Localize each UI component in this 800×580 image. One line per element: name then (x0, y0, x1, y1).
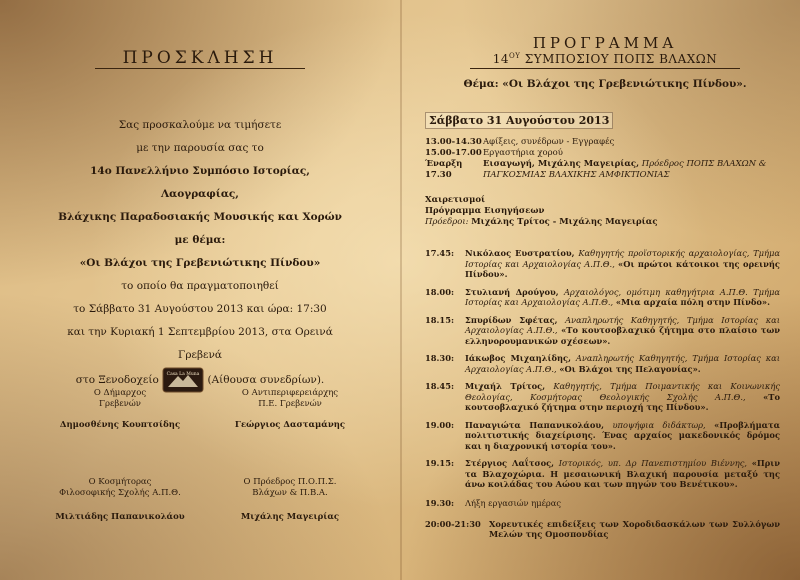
invitation-text (50, 114, 350, 393)
signatory-role: Ο Κοσμήτορας (88, 477, 152, 487)
talk-time: 18.15: (425, 314, 455, 325)
signatory-president (215, 477, 365, 523)
subtitle-text: ΣΥΜΠΟΣΙΟΥ ΠΟΠΣ ΒΛΑΧΩΝ (524, 52, 718, 66)
talk-item (425, 315, 780, 347)
signatory-deputy-governor (215, 388, 365, 431)
invitation-line: με την παρουσία σας το (136, 142, 264, 154)
talk-title: «Οι πρώτοι κάτοικοι της ορεινής Πίνδου». (465, 258, 780, 279)
talks-list (425, 248, 780, 497)
talk-speaker: Στέργιος Λαΐτσος, (465, 458, 555, 468)
schedule-row (425, 137, 780, 148)
talk-affiliation: Ιστορικός, υπ. Δρ Πανεπιστημίου Βιέννης, (558, 458, 747, 468)
subtitle-number: 14 (492, 52, 510, 66)
schedule-row (425, 148, 780, 159)
invitation-line: Σας προσκαλούμε να τιμήσετε (118, 119, 282, 131)
invitation-line: «Οι Βλάχοι της Γρεβενιώτικης Πίνδου» (79, 257, 321, 269)
dance-row (425, 519, 780, 540)
venue-prefix: στο Ξενοδοχείο (75, 374, 159, 386)
dance-time: 20:00-21:30 (425, 518, 481, 529)
talk-item (425, 458, 780, 490)
schedule-time: 15.00-17.00 (425, 148, 482, 158)
hotel-logo-text: Casa La Muna (166, 372, 200, 377)
schedule-text: Αφίξεις, συνέδρων - Εγγραφές (483, 137, 615, 147)
talk-speaker: Νικόλαος Ευστρατίου, (465, 248, 575, 258)
talk-item (425, 420, 780, 452)
program-subtitle (435, 52, 775, 66)
signatory-role: Π.Ε. Γρεβενών (258, 399, 322, 409)
schedule-text (483, 159, 780, 181)
signatory-name: Γεώργιος Δασταμάνης (234, 420, 346, 430)
talk-title: «Προβλήματα πολιτιστικής διαχείρισης. Ένας αρχαίος μακεδονικός δρόμος και η διαχρονική ιστορία του». (465, 419, 780, 451)
talk-speaker: Μιχαήλ Τρίτος, (465, 381, 546, 391)
end-row (425, 498, 780, 509)
program-date: Σάββατο 31 Αυγούστου 2013 (425, 112, 613, 129)
dance-text: Χορευτικές επιδείξεις των Χοροδιδασκάλων των Συλλόγων Μελών της Ομοσπονδίας (489, 518, 780, 539)
talk-title: «Μια αρχαία πόλη στην Πίνδο». (615, 297, 770, 307)
signatory-role: Βλάχων & Π.Β.Α. (252, 488, 328, 498)
opening-speaker: Εισαγωγή, Μιχάλης Μαγειρίας, (483, 159, 640, 169)
title-rule-left (95, 68, 305, 69)
invitation-line: 14ο Πανελλήνιο Συμπόσιο Ιστορίας, Λαογραφίας, (90, 165, 310, 200)
talk-title: «Το κουτσοβλαχικό ζήτημα στο πλαίσιο των ελληνορουμανικών σχέσεων». (465, 325, 781, 346)
talk-speaker: Ιάκωβος Μιχαηλίδης, (465, 353, 571, 363)
talk-title: «Το κουτσοβλαχικό ζήτημα στην περιοχή της Πίνδου». (465, 391, 781, 412)
invitation-line: το οποίο θα πραγματοποιηθεί (121, 280, 279, 292)
invitation-title: ΠΡΟΣΚΛΗΣΗ (122, 48, 278, 68)
subtitle-superscript: ΟΥ (509, 52, 521, 60)
closing-block (425, 498, 780, 547)
schedule-time: 13.00-14.30 (425, 137, 482, 147)
program-title: ΠΡΟΓΡΑΜΜΑ (532, 34, 678, 52)
invitation-line: και την Κυριακή 1 Σεπτεμβρίου 2013, στα Ορεινά Γρεβενά (67, 326, 333, 361)
talk-time: 18.45: (425, 381, 455, 391)
schedule-block (425, 137, 780, 228)
talk-speaker: Στυλιανή Δρούγου, (465, 286, 559, 297)
program-heading: Πρόγραμμα Εισηγήσεων (425, 206, 545, 216)
talk-affiliation: Αναπληρωτής Καθηγητής, Τμήμα Ιστορίας και Αρχαιολογίας Α.Π.Θ., (465, 353, 780, 374)
talk-time: 18.00: (425, 286, 455, 297)
program-theme: Θέμα: «Οι Βλάχοι της Γρεβενιώτικης Πίνδου». (463, 78, 747, 90)
talk-time: 19.15: (425, 458, 455, 468)
signatory-role: Ο Αντιπεριφερειάρχης (241, 388, 339, 398)
talk-time: 19.00: (425, 419, 455, 430)
talk-affiliation: Καθηγητής προϊστορικής αρχαιολογίας, Τμήμα Ιστορίας και Αρχαιολογίας Α.Π.Θ., (465, 248, 781, 269)
invitation-line: το Σάββατο 31 Αυγούστου 2013 και ώρα: 17:30 (73, 303, 327, 315)
talk-item (425, 248, 780, 280)
signatory-role: Γρεβενών (99, 399, 141, 409)
center-fold (400, 0, 402, 580)
title-rule-right (470, 68, 740, 69)
schedule-text: Εργαστήρια χορού (483, 148, 563, 158)
talk-affiliation: υποψήφια διδάκτωρ, (612, 419, 706, 430)
greetings-heading: Χαιρετισμοί (425, 195, 486, 205)
signatory-mayor (45, 388, 195, 431)
talk-affiliation: Αρχαιολόγος, ομότιμη καθηγήτρια Α.Π.Θ. Τμήμα Ιστορίας και Αρχαιολογίας Α.Π.Θ., (465, 286, 780, 307)
venue-suffix: (Αίθουσα συνεδρίων). (207, 374, 325, 386)
talk-speaker: Παναγιώτα Παπανικολάου, (465, 419, 604, 430)
chair-names: Μιχάλης Τρίτος - Μιχάλης Μαγειρίας (471, 217, 658, 227)
talk-time: 18.30: (425, 353, 455, 363)
signatory-role: Φιλοσοφικής Σχολής Α.Π.Θ. (59, 488, 181, 498)
talk-item (425, 287, 780, 308)
signatory-name: Μιλτιάδης Παπανικολάου (55, 512, 185, 522)
talk-title: «Οι Βλάχοι της Πελαγονίας». (559, 363, 701, 374)
signatory-name: Μιχάλης Μαγειρίας (240, 512, 340, 522)
chair-line (425, 217, 780, 228)
talk-title: «Πριν τα Βλαχοχώρια. Η μεσαιωνική Βλαχική παρουσία μεταξύ της άνω κοιλάδας του Αώου και των πηγών του Βενέτικου». (465, 458, 781, 489)
invitation-line: Βλάχικης Παραδοσιακής Μουσικής και Χορών με θέμα: (58, 211, 342, 246)
talk-time: 17.45: (425, 248, 455, 258)
talk-affiliation: Αναπληρωτής Καθηγητής, Τμήμα Ιστορίας και Αρχαιολογίας Α.Π.Θ., (465, 314, 780, 335)
schedule-time: Έναρξη 17.30 (425, 159, 463, 180)
schedule-row (425, 159, 780, 181)
talk-item (425, 353, 780, 374)
talk-affiliation: Καθηγητής, Τμήμα Ποιμαντικής και Κοινωνικής Θεολογίας, Κοσμήτορας Θεολογικής Σχολής Α.Π.Θ., (465, 381, 780, 402)
signatory-name: Δημοσθένης Κουπτσίδης (59, 420, 181, 430)
talk-speaker: Σπυρίδων Σφέτας, (465, 314, 558, 325)
end-time: 19.30: (425, 498, 455, 508)
signatory-dean (45, 477, 195, 523)
chair-label: Πρόεδροι: (425, 217, 469, 227)
talk-item (425, 381, 780, 413)
signatory-role: Ο Δήμαρχος (93, 388, 147, 398)
signatory-role: Ο Πρόεδρος Π.Ο.Π.Σ. (243, 477, 337, 487)
opening-affiliation: Πρόεδρος ΠΟΠΣ ΒΛΑΧΩΝ & ΠΑΓΚΟΣΜΙΑΣ ΒΛΑΧΙΚΗΣ ΑΜΦΙΚΤΙΟΝΙΑΣ (483, 159, 767, 180)
end-text: Λήξη εργασιών ημέρας (465, 498, 562, 508)
